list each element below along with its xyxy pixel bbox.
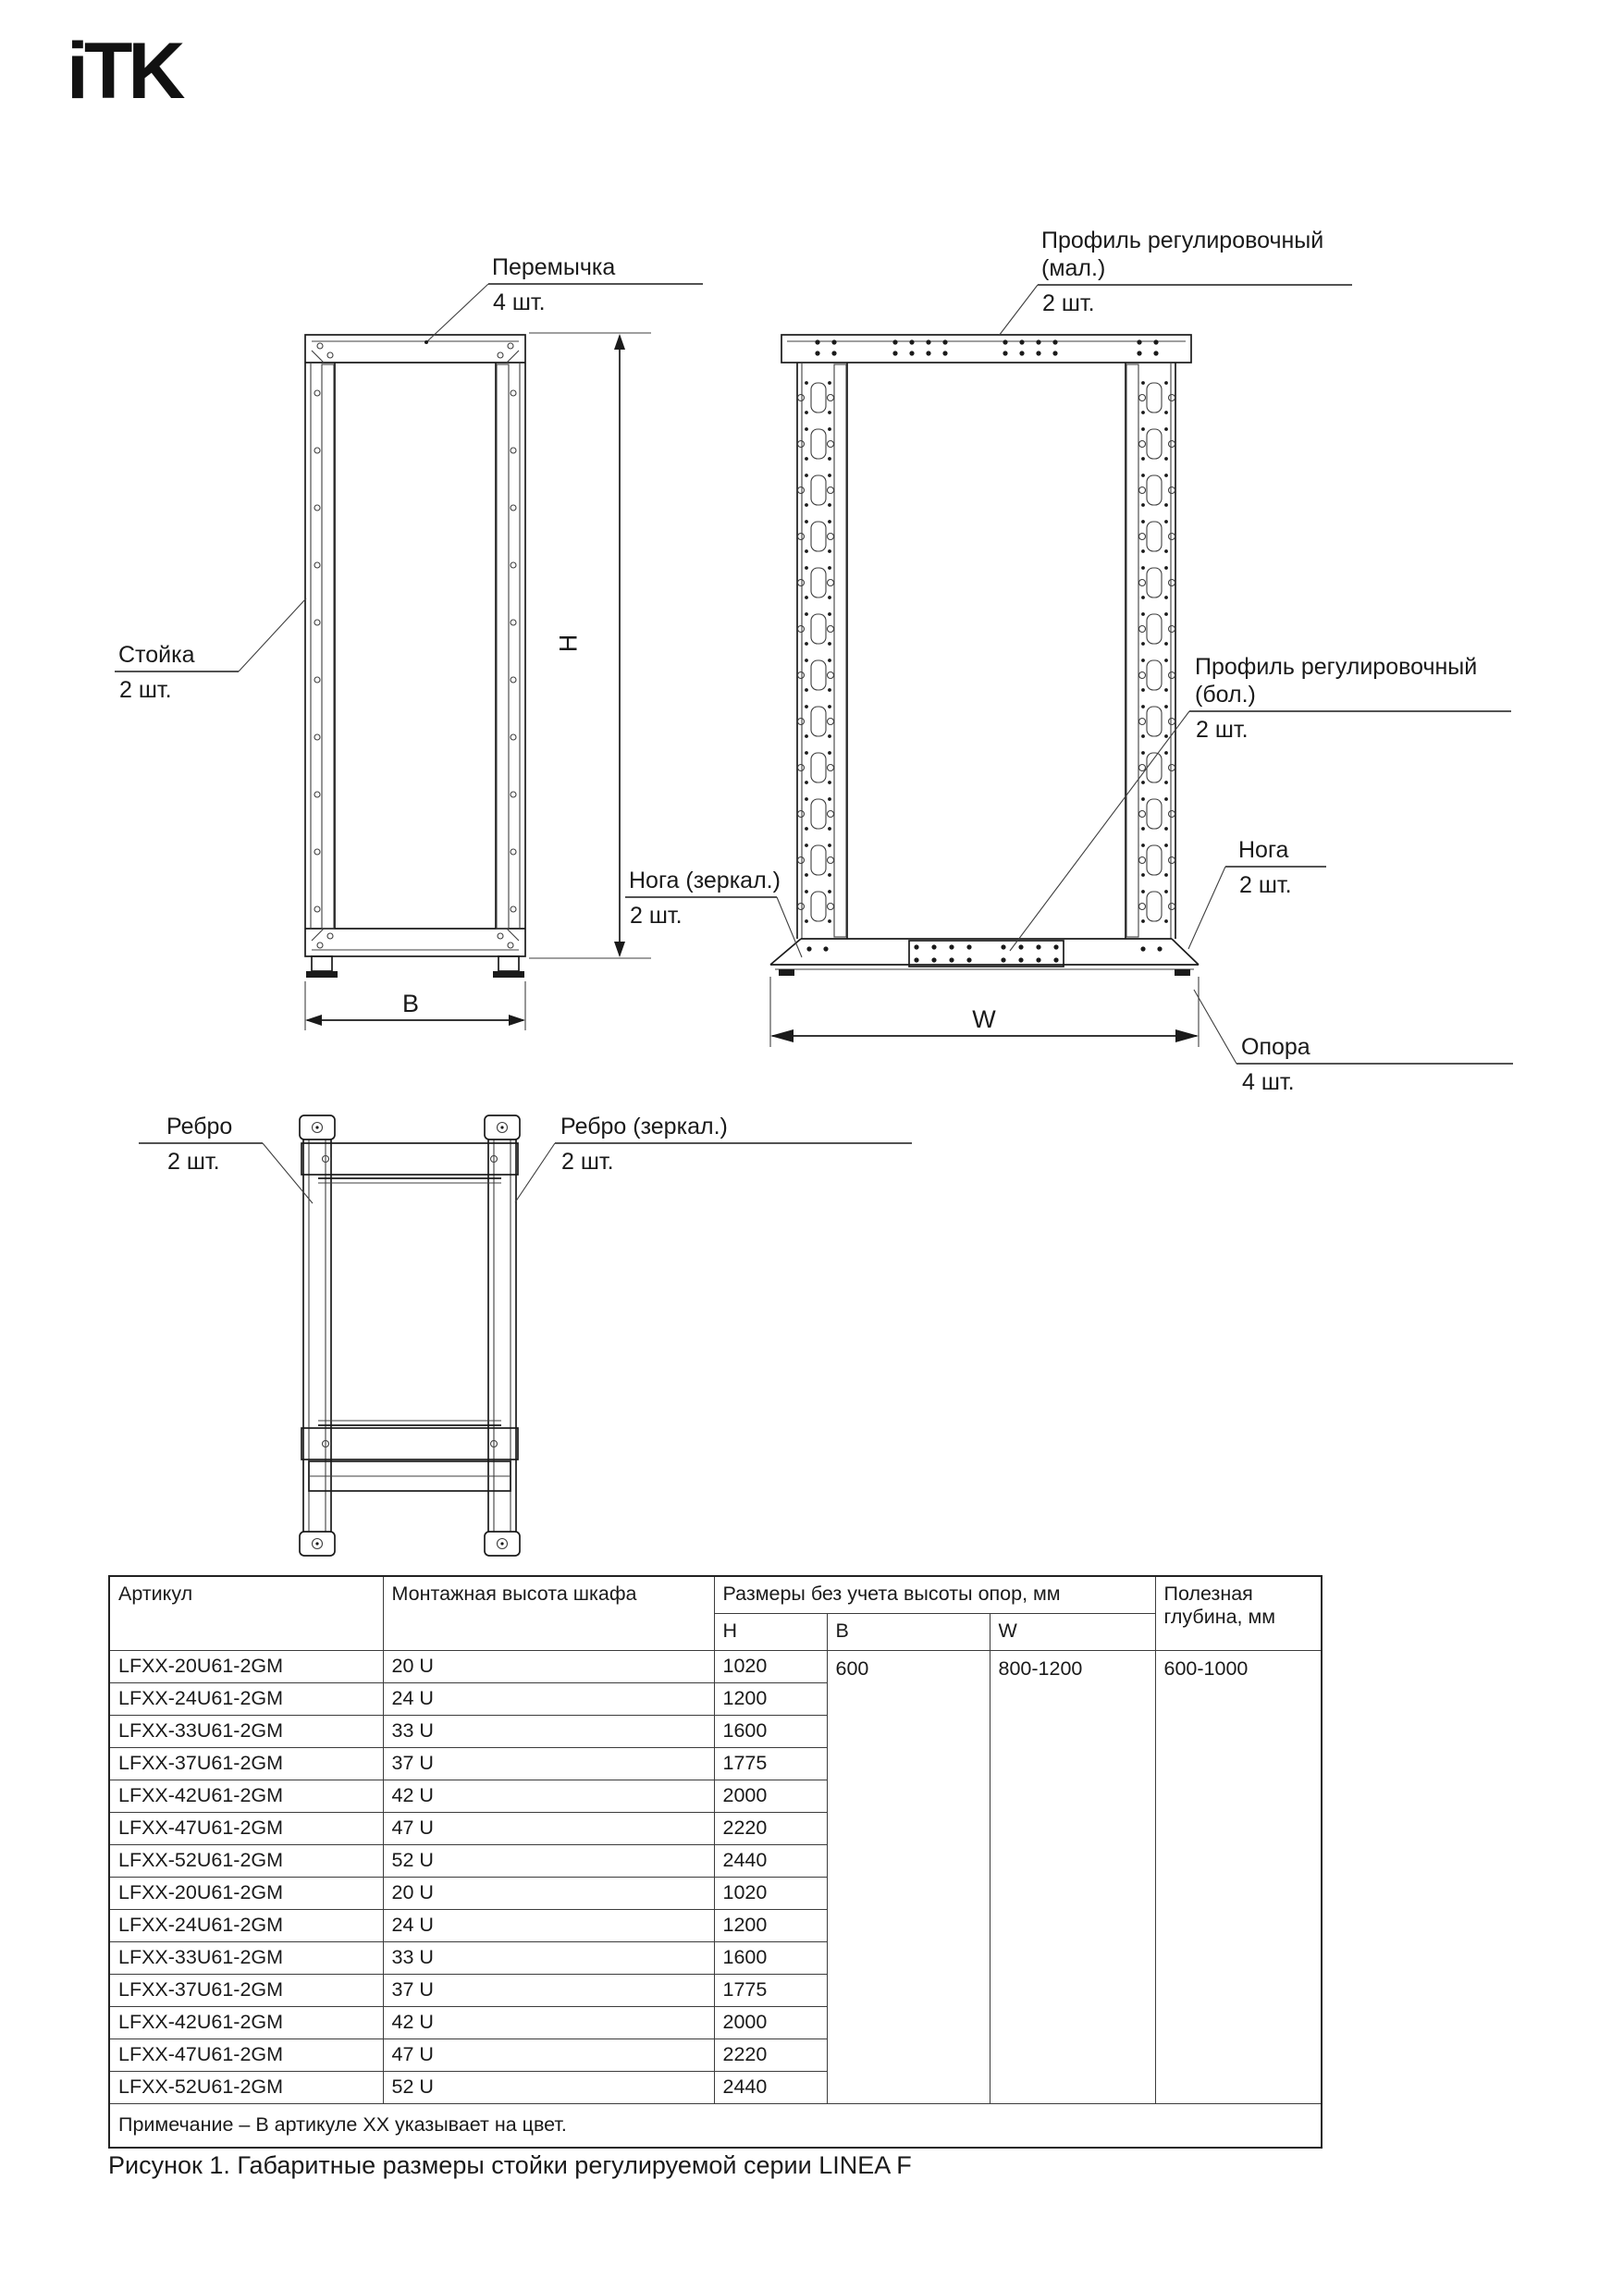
table-note: Примечание – В артикуле XX указывает на цвет.: [109, 2103, 1322, 2148]
cell-units: 42 U: [383, 1780, 714, 1812]
cell-units: 20 U: [383, 1650, 714, 1682]
header-w: W: [990, 1613, 1155, 1650]
cell-depth-merged: 600-1000: [1155, 1650, 1322, 2103]
figure-caption: Рисунок 1. Габаритные размеры стойки регулируемой серии LINEA F: [108, 2151, 912, 2179]
cell-article: LFXX-52U61-2GM: [109, 2071, 383, 2103]
part-qty: 2 шт.: [1042, 290, 1095, 316]
cell-article: LFXX-24U61-2GM: [109, 1682, 383, 1715]
cell-b-merged: 600: [827, 1650, 990, 2103]
header-mount-height: Монтажная высота шкафа: [383, 1576, 714, 1650]
top-view-drawing: [300, 1115, 520, 1556]
part-name: Нога: [1238, 836, 1289, 863]
cell-units: 37 U: [383, 1974, 714, 2006]
cell-article: LFXX-33U61-2GM: [109, 1715, 383, 1747]
dimension-w: W: [972, 1005, 996, 1033]
cell-h: 2220: [714, 1812, 827, 1844]
cell-units: 33 U: [383, 1715, 714, 1747]
part-qty: 2 шт.: [1196, 717, 1249, 743]
part-qty: 2 шт.: [561, 1149, 614, 1175]
cell-units: 37 U: [383, 1747, 714, 1780]
header-useful-depth: Полезная глубина, мм: [1155, 1576, 1322, 1650]
cell-article: LFXX-24U61-2GM: [109, 1909, 383, 1941]
part-qty: 2 шт.: [630, 903, 683, 929]
cell-article: LFXX-42U61-2GM: [109, 2006, 383, 2038]
cell-units: 42 U: [383, 2006, 714, 2038]
table-row: [109, 1650, 1322, 1682]
cell-h: 2000: [714, 1780, 827, 1812]
cell-w-merged: 800-1200: [990, 1650, 1155, 2103]
cell-article: LFXX-33U61-2GM: [109, 1941, 383, 1974]
cell-article: LFXX-42U61-2GM: [109, 1780, 383, 1812]
cell-h: 1775: [714, 1747, 827, 1780]
cell-h: 2440: [714, 1844, 827, 1877]
table-note-row: [109, 2103, 1322, 2148]
cell-article: LFXX-20U61-2GM: [109, 1877, 383, 1909]
table-header-row: [109, 1576, 1322, 1613]
part-qty: 2 шт.: [119, 677, 172, 703]
cell-h: 2440: [714, 2071, 827, 2103]
part-name: Опора: [1241, 1033, 1310, 1060]
cell-units: 52 U: [383, 1844, 714, 1877]
cell-h: 1600: [714, 1941, 827, 1974]
part-qty: 4 шт.: [493, 289, 546, 315]
part-qty: 4 шт.: [1242, 1069, 1295, 1095]
cell-h: 1020: [714, 1650, 827, 1682]
part-name: Профиль регулировочный (мал.): [1041, 228, 1324, 281]
cell-article: LFXX-37U61-2GM: [109, 1974, 383, 2006]
cell-article: LFXX-20U61-2GM: [109, 1650, 383, 1682]
part-name: Перемычка: [492, 253, 616, 280]
part-qty: 2 шт.: [1239, 872, 1292, 898]
itk-logo: iTK: [67, 27, 181, 116]
cell-units: 24 U: [383, 1909, 714, 1941]
part-name: Профиль регулировочный (бол.): [1195, 654, 1478, 708]
cell-article: LFXX-47U61-2GM: [109, 1812, 383, 1844]
cell-units: 33 U: [383, 1941, 714, 1974]
cell-h: 2220: [714, 2038, 827, 2071]
cell-article: LFXX-47U61-2GM: [109, 2038, 383, 2071]
cell-article: LFXX-37U61-2GM: [109, 1747, 383, 1780]
cell-h: 2000: [714, 2006, 827, 2038]
cell-h: 1020: [714, 1877, 827, 1909]
cell-units: 24 U: [383, 1682, 714, 1715]
cell-units: 20 U: [383, 1877, 714, 1909]
cell-h: 1775: [714, 1974, 827, 2006]
cell-h: 1200: [714, 1682, 827, 1715]
dimensions-table: [108, 1575, 1323, 2149]
cell-units: 47 U: [383, 2038, 714, 2071]
header-article: Артикул: [109, 1576, 383, 1650]
cell-h: 1200: [714, 1909, 827, 1941]
assembled-view-drawing: [770, 335, 1199, 1047]
cell-article: LFXX-52U61-2GM: [109, 1844, 383, 1877]
part-qty: 2 шт.: [167, 1149, 220, 1175]
header-b: B: [827, 1613, 990, 1650]
part-name: Нога (зеркал.): [629, 867, 781, 893]
header-h: H: [714, 1613, 827, 1650]
header-sizes-group: Размеры без учета высоты опор, мм: [714, 1576, 1155, 1613]
cell-units: 47 U: [383, 1812, 714, 1844]
part-name: Ребро: [166, 1113, 233, 1139]
front-view-drawing: [305, 333, 651, 1030]
cell-units: 52 U: [383, 2071, 714, 2103]
dimension-b: B: [401, 990, 419, 1017]
part-name: Стойка: [118, 641, 195, 668]
leader-lines: [115, 284, 1513, 1203]
dimension-h: H: [554, 634, 583, 653]
cell-h: 1600: [714, 1715, 827, 1747]
part-name: Ребро (зеркал.): [560, 1113, 728, 1139]
